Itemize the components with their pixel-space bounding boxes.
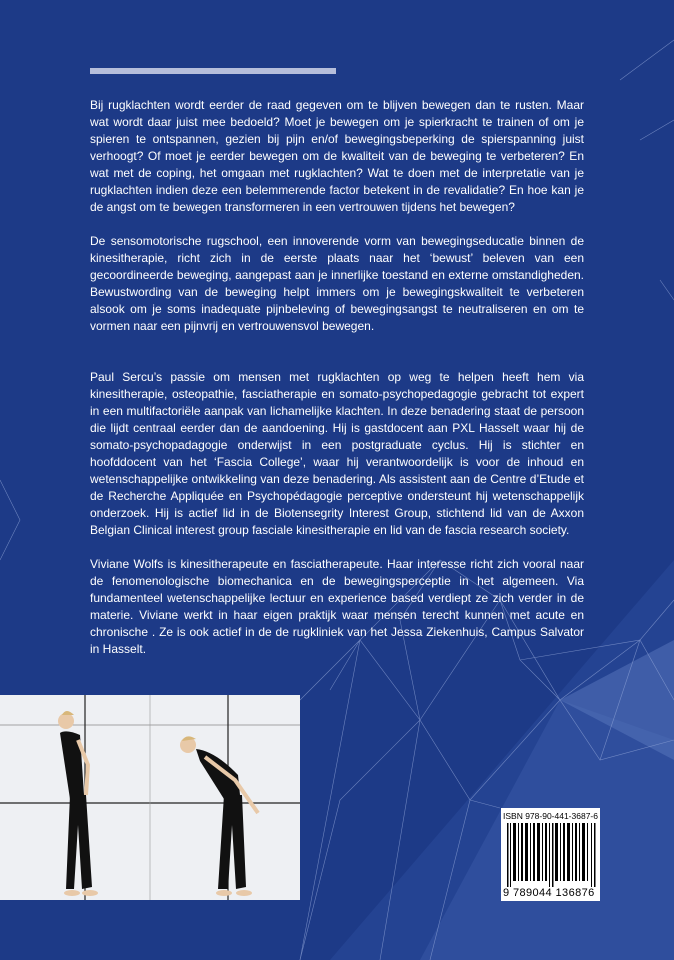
bending-figure (180, 736, 258, 896)
text-column (90, 97, 584, 675)
posture-photo (0, 695, 300, 900)
author-bio-paul-sercu: Paul Sercu’s passie om mensen met rugklachten op weg te helpen heeft hem via kinesitherapie, osteopathie, fasciatherapie en somato-psychopedagogie gebracht tot expert in een multifactoriële aanpak van lichamelijke klachten. In deze benadering staat de persoon die lijdt centraal eerder dan de aandoening. Hij is gastdocent aan PXL Hasselt waar hij de somato-psychopadagogie onderwijst in een postgraduate cyclus. Hij is stichter en hoofddocent van het ‘Fascia College’, waar hij verantwoordelijk is voor de inhoud en wetenschappelijke ontwikkeling van deze benadering. Als assistent aan de Centre d’Etude et de Recherche Appliquée en Psychopédagogie perceptive ondersteunt hij wetenschappelijk onderzoek. Hij is actief lid in de Biotensegrity Interest Group, stichtend lid van de Axxon Belgian Clinical interest group fasciale kinesitherapie en lid van de fascia research society. (90, 370, 584, 537)
isbn-barcode (501, 808, 600, 901)
intro-paragraph: Bij rugklachten wordt eerder de raad gegeven om te blijven bewegen dan te rusten. Maar wat wordt daar juist mee bedoeld? Moet je bewegen om je spierkracht te trainen of om je spieren te ontspannen, gezien bij pijn en/of bewegingsbeperking de spierspanning juist verhoogt? Of moet je eerder bewegen om de kwaliteit van de beweging te verbeteren? En wat met de coping, het omgaan met rugklachten? Wat te doen met de interpretatie van je rugklachten indien deze een belemmerende factor betekent in de revalidatie? En hoe kan je de angst om te bewegen transformeren in een vertrouwen tijdens het bewegen? (90, 98, 584, 214)
decorative-rule (90, 68, 336, 74)
rugschool-paragraph: De sensomotorische rugschool, een innoverende vorm van bewegingseducatie binnen de kinesitherapie, richt zich in de eerste plaats naar het ‘bewust’ beleven van een gecoordineerde beweging, aangepast aan je innerlijke toestand en externe omstandigheden. Bewustwording van de beweging helpt immers om je bewegingskwaliteit te verbeteren alsook om je soms inadequate pijnbeleving of bewegingsangst te neutraliseren en om te vormen naar een pijnvrij en vertrouwensvol bewegen. (90, 234, 584, 333)
ean-digits: 9 789044 136876 (503, 887, 595, 899)
isbn-label: ISBN 978-90-441-3687-6 (503, 811, 598, 821)
barcode-bars (507, 823, 597, 887)
author-bio-viviane-wolfs: Viviane Wolfs is kinesitherapeute en fasciatherapeute. Haar interesse richt zich vooral naar de fenomenologische biomechanica en de bewegingsperceptie in het algemeen. Via fundamenteel wetenschappelijke lectuur en experience based verdiept ze zich verder in de materie. Viviane werkt in haar eigen praktijk waar mensen terecht kunnen met acute en chronische . Ze is ook actief in de de rugkliniek van het Jessa Ziekenhuis, Campus Salvator in Hasselt. (90, 557, 584, 656)
